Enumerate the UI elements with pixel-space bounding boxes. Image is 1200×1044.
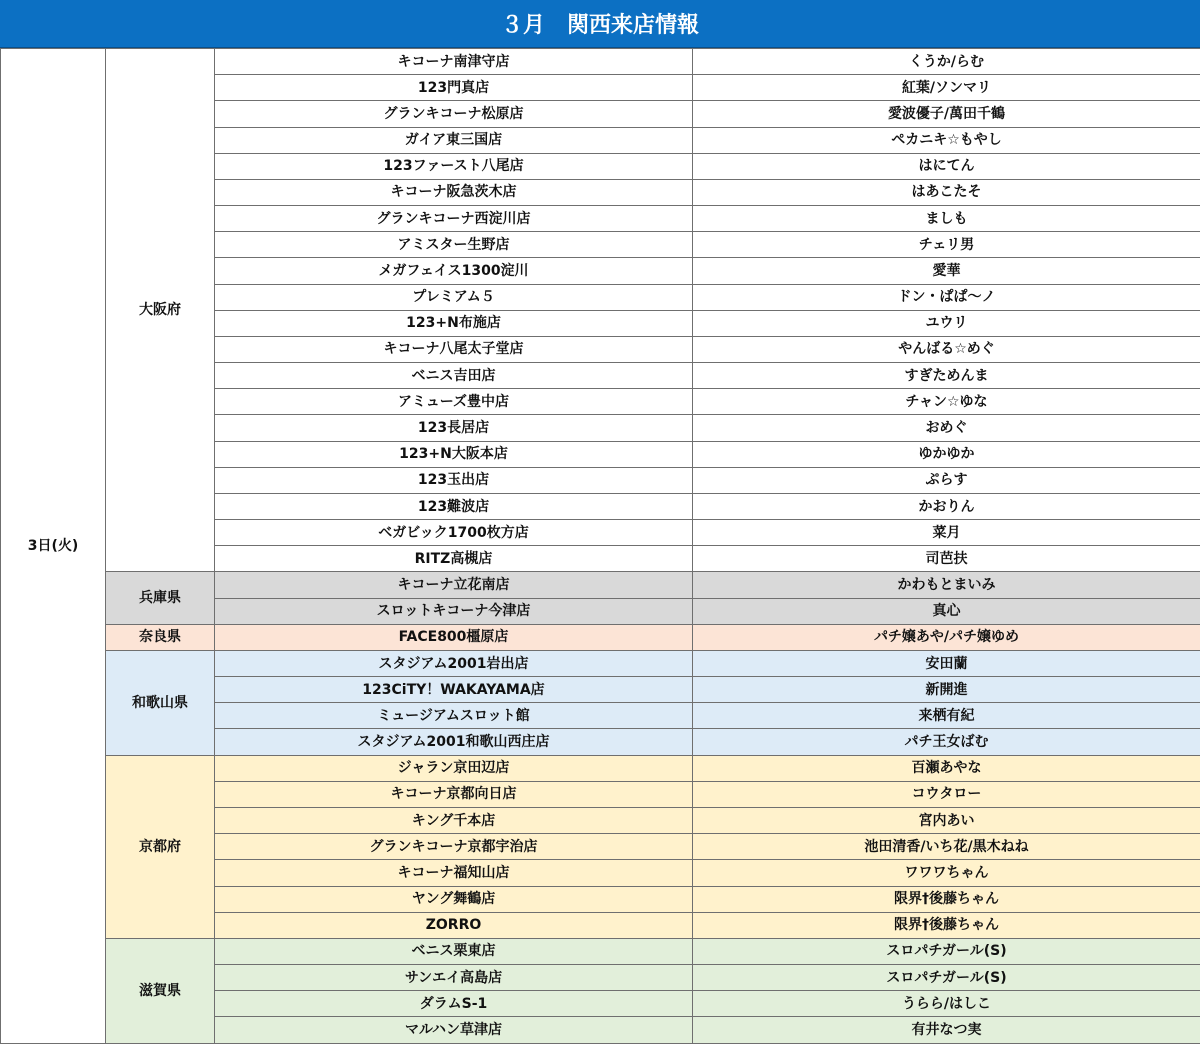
store-cell: スタジアム2001和歌山西庄店 — [215, 729, 693, 755]
talent-cell: おめぐ — [693, 415, 1200, 441]
store-cell: メガフェイス1300淀川 — [215, 258, 693, 284]
store-cell: アミューズ豊中店 — [215, 389, 693, 415]
store-cell: グランキコーナ西淀川店 — [215, 206, 693, 232]
talent-cell: パチ王女ばむ — [693, 729, 1200, 755]
talent-cell: ましも — [693, 206, 1200, 232]
store-cell: 123門真店 — [215, 75, 693, 101]
store-cell: キング千本店 — [215, 807, 693, 833]
store-cell: キコーナ福知山店 — [215, 860, 693, 886]
talent-cell: 来栖有紀 — [693, 703, 1200, 729]
store-cell: 123長居店 — [215, 415, 693, 441]
store-cell: ジャラン京田辺店 — [215, 755, 693, 781]
talent-cell: すぎためんま — [693, 363, 1200, 389]
talent-cell: やんばる☆めぐ — [693, 336, 1200, 362]
store-cell: ヤング舞鶴店 — [215, 886, 693, 912]
talent-cell: 菜月 — [693, 520, 1200, 546]
talent-cell: 限界†後藤ちゃん — [693, 886, 1200, 912]
store-cell: 123+N布施店 — [215, 310, 693, 336]
talent-cell: パチ嬢あや/パチ嬢ゆめ — [693, 624, 1200, 650]
prefecture-cell: 京都府 — [106, 755, 215, 938]
table-row — [1, 624, 1200, 650]
store-cell: グランキコーナ松原店 — [215, 101, 693, 127]
page-title: ３月 関西来店情報 — [0, 0, 1200, 48]
store-cell: FACE800橿原店 — [215, 624, 693, 650]
table-row — [1, 572, 1200, 598]
prefecture-cell: 和歌山県 — [106, 650, 215, 755]
store-cell: 123+N大阪本店 — [215, 441, 693, 467]
store-cell: キコーナ南津守店 — [215, 49, 693, 75]
store-cell: ベガビック1700枚方店 — [215, 520, 693, 546]
talent-cell: うらら/はしこ — [693, 991, 1200, 1017]
store-cell: サンエイ高島店 — [215, 965, 693, 991]
talent-cell: ぷらす — [693, 467, 1200, 493]
talent-cell: ドン・ぱぱ～ノ — [693, 284, 1200, 310]
talent-cell: 安田蘭 — [693, 650, 1200, 676]
date-cell: 3日(火) — [1, 49, 106, 1044]
talent-cell: ユウリ — [693, 310, 1200, 336]
store-cell: スロットキコーナ今津店 — [215, 598, 693, 624]
talent-cell: スロパチガール(S) — [693, 938, 1200, 964]
talent-cell: 愛華 — [693, 258, 1200, 284]
table-row — [1, 49, 1200, 75]
table-row — [1, 938, 1200, 964]
talent-cell: ゆかゆか — [693, 441, 1200, 467]
talent-cell: 新開進 — [693, 677, 1200, 703]
store-cell: RITZ高槻店 — [215, 546, 693, 572]
store-cell: ベニス吉田店 — [215, 363, 693, 389]
store-cell: ベニス栗東店 — [215, 938, 693, 964]
store-cell: キコーナ八尾太子堂店 — [215, 336, 693, 362]
store-cell: キコーナ阪急茨木店 — [215, 179, 693, 205]
talent-cell: チャン☆ゆな — [693, 389, 1200, 415]
store-cell: キコーナ立花南店 — [215, 572, 693, 598]
talent-cell: チェリ男 — [693, 232, 1200, 258]
store-cell: ガイア東三国店 — [215, 127, 693, 153]
talent-cell: はにてん — [693, 153, 1200, 179]
store-cell: スタジアム2001岩出店 — [215, 650, 693, 676]
store-cell: プレミアム５ — [215, 284, 693, 310]
talent-cell: 愛波優子/萬田千鶴 — [693, 101, 1200, 127]
talent-cell: はあこたそ — [693, 179, 1200, 205]
store-cell: 123CiTY！WAKAYAMA店 — [215, 677, 693, 703]
talent-cell: コウタロー — [693, 781, 1200, 807]
table-row — [1, 650, 1200, 676]
talent-cell: かおりん — [693, 493, 1200, 519]
talent-cell: 紅葉/ソンマリ — [693, 75, 1200, 101]
talent-cell: 有井なつ実 — [693, 1017, 1200, 1043]
store-cell: 123玉出店 — [215, 467, 693, 493]
talent-cell: くうか/らむ — [693, 49, 1200, 75]
store-cell: 123ファースト八尾店 — [215, 153, 693, 179]
talent-cell: ペカニキ☆もやし — [693, 127, 1200, 153]
prefecture-cell: 滋賀県 — [106, 938, 215, 1043]
talent-cell: 真心 — [693, 598, 1200, 624]
store-cell: マルハン草津店 — [215, 1017, 693, 1043]
talent-cell: ワワワちゃん — [693, 860, 1200, 886]
talent-cell: 司芭扶 — [693, 546, 1200, 572]
table-row — [1, 755, 1200, 781]
store-cell: キコーナ京都向日店 — [215, 781, 693, 807]
store-cell: グランキコーナ京都宇治店 — [215, 834, 693, 860]
talent-cell: 百瀬あやな — [693, 755, 1200, 781]
store-cell: ZORRO — [215, 912, 693, 938]
talent-cell: 限界†後藤ちゃん — [693, 912, 1200, 938]
talent-cell: 池田清香/いち花/黒木ねね — [693, 834, 1200, 860]
store-cell: ミュージアムスロット館 — [215, 703, 693, 729]
store-cell: 123難波店 — [215, 493, 693, 519]
event-table — [0, 48, 1200, 1044]
store-cell: アミスター生野店 — [215, 232, 693, 258]
talent-cell: かわもとまいみ — [693, 572, 1200, 598]
prefecture-cell: 兵庫県 — [106, 572, 215, 624]
talent-cell: スロパチガール(S) — [693, 965, 1200, 991]
store-cell: ダラムS-1 — [215, 991, 693, 1017]
talent-cell: 宮内あい — [693, 807, 1200, 833]
prefecture-cell: 奈良県 — [106, 624, 215, 650]
prefecture-cell: 大阪府 — [106, 49, 215, 572]
